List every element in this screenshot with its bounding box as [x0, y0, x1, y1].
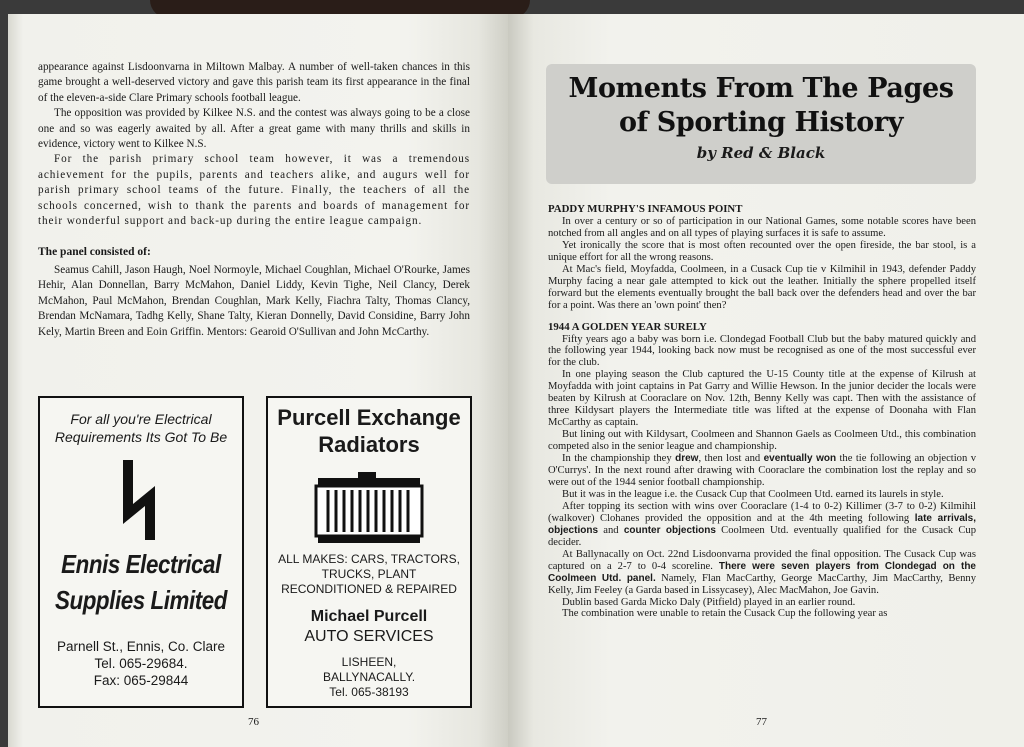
- text-run: , then lost and: [698, 453, 764, 465]
- bold-run: eventually won: [763, 453, 837, 465]
- purcell-name: Michael Purcell: [310, 608, 428, 625]
- ad-tagline-2: Requirements Its Got To Be: [54, 429, 228, 445]
- text-run: In the championship they: [562, 453, 676, 465]
- purcell-tel: Tel. 065-38193: [329, 685, 409, 699]
- left-text-column: [38, 60, 470, 340]
- byline: by Red & Black: [696, 144, 826, 162]
- s2-paragraph-9: The combination were unable to retain the Cusack Cup the following year as: [562, 608, 888, 620]
- s2-paragraph-5: But it was in the league i.e. the Cusack Cup that Coolmeen Utd. earned its laurels in style.: [562, 488, 944, 500]
- ad-tagline-1: For all you're Electrical: [70, 411, 212, 427]
- page-number-right: 77: [756, 716, 767, 728]
- left-paragraph-2: The opposition was provided by Kilkee N.S. and the contest was always going to be a close one and so was eagerly awaited by all. After a great game with many thrills and skills in evidence, victory went to Kilkee N.S.: [38, 107, 470, 151]
- section-1-heading: PADDY MURPHY'S INFAMOUS POINT: [548, 203, 743, 215]
- s1-paragraph-2: Yet ironically the score that is most often recounted over the open fireside, the bar stool, is a unique effort for all the wrong reasons.: [548, 239, 976, 263]
- ennis-address: Parnell St., Ennis, Co. Clare: [56, 639, 226, 654]
- section-2-heading: 1944 A GOLDEN YEAR SURELY: [548, 320, 707, 333]
- title-line-1: Moments From The Pages: [568, 73, 954, 104]
- ennis-fax: Fax: 065-29844: [93, 673, 189, 688]
- text-run: and: [598, 524, 624, 536]
- panel-list: Seamus Cahill, Jason Haugh, Noel Normoyle, Michael Coughlan, Michael O'Rourke, James Hehir, Alan Donnellan, Barry McMahon, Daniel Liddy, Kevin Tighe, Neil Clancy, Derek McMahon, Paul McMahon, Brendan Coughlan, Mark Kelly, Fiachra Talty, Thomas Clancy, Brendan McNamara, Tadhg Kelly, Shane Talty, Kieran Donnelly, David Considine, Barry John Kely, Martin Breen and Eoin Griffin. Mentors: Gearoid O'Sullivan and John McCarthy.: [38, 263, 470, 338]
- purcell-location-1: LISHEEN,: [341, 655, 397, 669]
- purcell-title-2: Radiators: [318, 432, 420, 457]
- s2-paragraph-7: [548, 549, 976, 597]
- s2-paragraph-1: Fifty years ago a baby was born i.e. Clondegad Football Club but the baby matured quickly and the following year 1944, looking back now must be recognised as one of the most successful ever for the club.: [548, 333, 976, 369]
- s2-paragraph-3: But lining out with Kildysart, Coolmeen and Shannon Gaels as Coolmeen Utd., this combination competed also in the senior league and championship.: [548, 429, 976, 453]
- bold-run: late arrivals, objections: [548, 512, 977, 536]
- s1-paragraph-1: In over a century or so of participation in our National Games, some notable scores have been notched from all angles and on all types of playing surfaces it is safe to assume.: [548, 215, 976, 239]
- s2-paragraph-8: Dublin based Garda Micko Daly (Pitfield) played in an earlier round.: [562, 596, 856, 608]
- bold-run: There were seven players from Clondegad on the Coolmeen Utd. panel.: [548, 560, 976, 584]
- title-line-2: of Sporting History: [618, 107, 904, 138]
- purcell-makes-2: TRUCKS, PLANT: [321, 567, 417, 581]
- text-run: Namely, Flan MacCarthy, George MacCarthy, Jim MacCarthy, Benny Kelly, Jim Feeley (a Garda based in Lissycasey), Alec MacMahon, Joe Gavin.: [548, 572, 976, 596]
- radiator-icon: [314, 472, 424, 544]
- left-paragraph-1: appearance against Lisdoonvarna in Miltown Malbay. A number of well-taken chances in this game brought a well-deserved victory and gave this parish team its first appearance in the final of the eleven-a-side Clare Primary schools football league.: [38, 61, 470, 104]
- ennis-brand-line-1: Ennis Electrical: [61, 549, 221, 579]
- text-run: After topping its section with wins over Cooraclare (1-4 to 0-2) Killimer (3-7 to 0-2) Kilmihil (walkover) Clohanes provided the opposition and at the 4th meeting following: [548, 500, 976, 524]
- text-run: Coolmeen Utd. eventually qualified for the Cusack Cup decider.: [548, 524, 977, 548]
- s2-paragraph-2: In one playing season the Club captured the U-15 County title at the expense of Kilrush at Moyfadda with joint captains in Pat Garry and Willie Hewson. In the junior decider the locals were beaten by Kilrush at Cooraclare on Nov. 12th, Benny Kelly was capt. Then with the assistance of three Kildysart players the Intermediate title was lifted at the expense of Doonaha with Flan McCarthy as captain.: [548, 369, 976, 429]
- article-title-banner: [546, 64, 976, 184]
- purcell-title-1: Purcell Exchange: [277, 405, 461, 430]
- ennis-tel: Tel. 065-29684.: [94, 656, 188, 671]
- lightning-bolt-icon: [119, 460, 163, 540]
- text-run: the tie following an objection v O'Currys'. In the next round after drawing with Cooraclare the combination lost the replay and so were out of the 1944 senior football championship.: [548, 453, 976, 488]
- ennis-electrical-ad: [38, 396, 244, 708]
- left-paragraph-3: For the parish primary school team however, it was a tremendous achievement for the pupils, parents and teachers alike, and augurs well for parish primary school teams of the future. Finally, the teachers of all the schools concerned, wish to thank the parents and boards of management for their wonderful support and back-up during the entire league campaign.: [38, 153, 470, 228]
- purcell-radiators-ad: [266, 396, 472, 708]
- page-number-left: 76: [248, 716, 259, 728]
- purcell-service: AUTO SERVICES: [304, 628, 434, 645]
- panel-heading: The panel consisted of:: [38, 246, 151, 259]
- purcell-makes-3: RECONDITIONED & REPAIRED: [281, 582, 457, 596]
- ennis-brand-line-2: Supplies Limited: [54, 585, 228, 615]
- right-text-column: [548, 204, 976, 620]
- bold-run: counter objections: [623, 524, 716, 536]
- s2-paragraph-4: [548, 453, 976, 489]
- s1-paragraph-3: At Mac's field, Moyfadda, Coolmeen, in a Cusack Cup tie v Kilmihil in 1943, defender Paddy Murphy facing a near gale attempted to kick out the leather. Initially the sphere propelled itself forward but the elements eventually brought the ball back over the defenders head and over the bar for a point. Was there an 'own point' then?: [548, 263, 976, 311]
- purcell-makes-1: ALL MAKES: CARS, TRACTORS,: [278, 552, 460, 566]
- text-run: At Ballynacally on Oct. 22nd Lisdoonvarna provided the final opposition. The Cusack Cup was captured on a 2-7 to 0-4 scoreline.: [548, 548, 976, 572]
- purcell-location-2: BALLYNACALLY.: [322, 670, 416, 684]
- s2-paragraph-6: [548, 501, 976, 549]
- bold-run: drew: [675, 453, 699, 465]
